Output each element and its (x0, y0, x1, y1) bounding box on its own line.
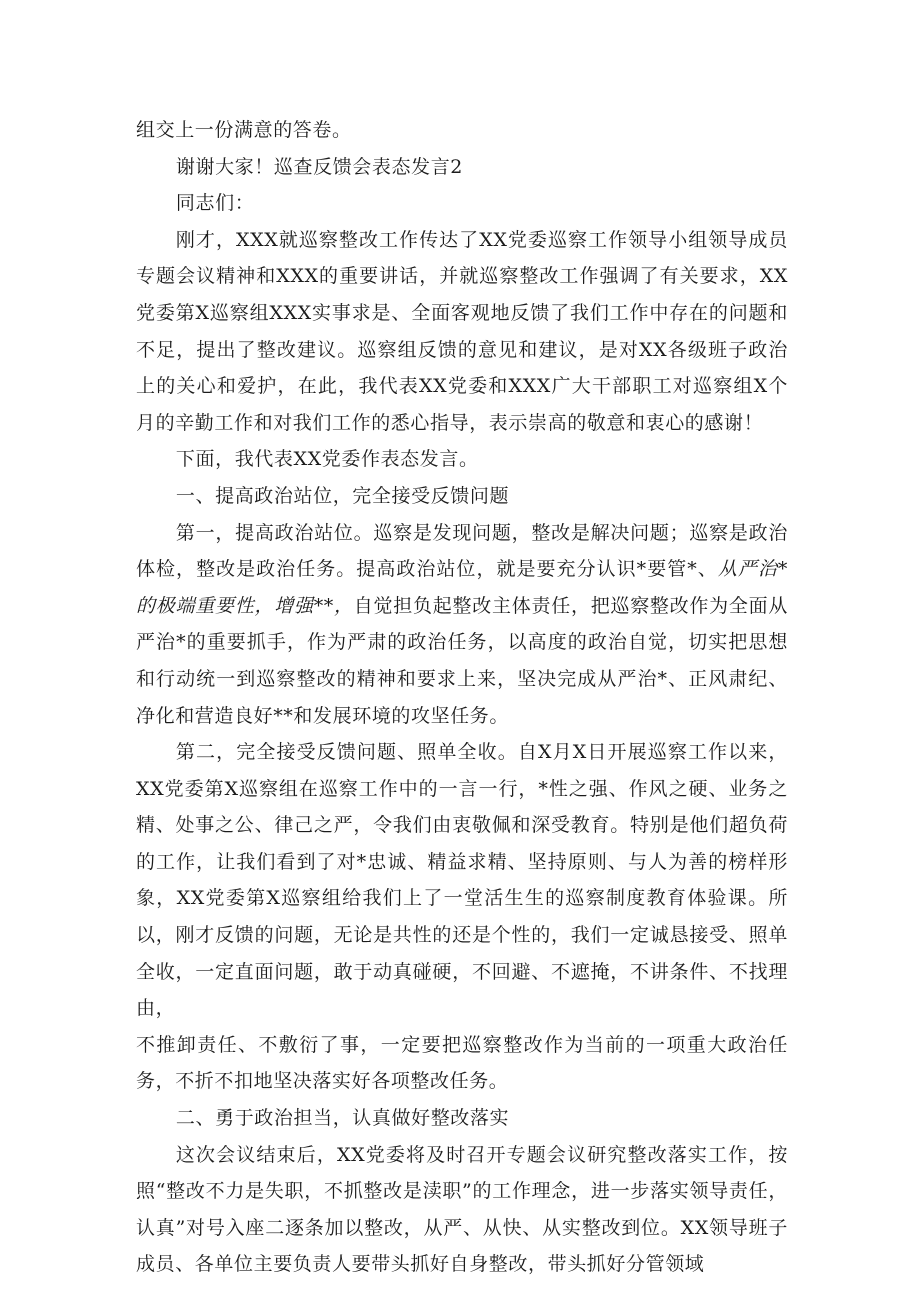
paragraph-second-point-continued: 不推卸责任、不敷衍了事，一定要把巡察整改作为当前的一项重大政治任务，不折不扣地坚决落实好各项整改任务。 (136, 1033, 788, 1093)
paragraph-thanks-and-heading: 谢谢大家！巡查反馈会表态发言2 (175, 155, 463, 178)
paragraph-closing-line: 组交上一份满意的答卷。 (136, 119, 352, 141)
section-heading-1: 一、提高政治站位，完全接受反馈问题 (175, 484, 510, 507)
first-point-text-a: 第一，提高政治站位。巡察是发现问题，整改是解决问题；巡察是政治体检，整改是政治任务。提高政治站位，就是要充分认识*要管*、 (136, 521, 788, 581)
paragraph-salutation: 同志们： (175, 192, 255, 215)
paragraph-second-point: 第二，完全接受反馈问题、照单全收。自X月X日开展巡察工作以来，XX党委第X巡察组在巡察工作中的一言一行，*性之强、作风之硬、业务之精、处事之公、律己之严，令我们由衷敬佩和深受教育。特别是他们超负荷的工作，让我们看到了对*忠诚、精益求精、坚持原则、与人为善的榜样形象，XX党委第X巡察组给我们上了一堂活生生的巡察制度教育体验课。所以，刚才反馈的问题，无论是共性的还是个性的，我们一定诚恳接受、照单全收，一定直面问题，敢于动真碰硬，不回避、不遮掩，不讲条件、不找理由， (136, 741, 788, 1020)
document-body (136, 112, 788, 1283)
section-heading-2: 二、勇于政治担当，认真做好整改落实 (175, 1107, 510, 1130)
first-point-text-c: 自觉担负起整改主体责任，把巡察整改作为全面从严治*的重要抓手，作为严肃的政治任务，以高度的政治自觉，切实把思想和行动统一到巡察整改的精神和要求上来，坚决完成从严治*、正风肃纪、净化和营造良好**和发展环境的攻坚任务。 (136, 594, 788, 727)
paragraph-first-point (136, 515, 788, 735)
paragraph-opening: 刚才，XXX就巡察整改工作传达了XX党委巡察工作领导小组领导成员专题会议精神和XXX的重要讲话，并就巡察整改工作强调了有关要求，XX党委第X巡察组XXX实事求是、全面客观地反馈了我们工作中存在的问题和不足，提出了整改建议。巡察组反馈的意见和建议，是对XX各级班子政治上的关心和爱护，在此，我代表XX党委和XXX广大干部职工对巡察组X个月的辛勤工作和对我们工作的悉心指导，表示崇高的敬意和衷心的感谢！ (136, 228, 788, 434)
paragraph-intro: 下面，我代表XX党委作表态发言。 (175, 448, 479, 471)
paragraph-rectification: 这次会议结束后，XX党委将及时召开专题会议研究整改落实工作，按照“整改不力是失职，不抓整改是渎职”的工作理念，进一步落实领导责任，认真”对号入座二逐条加以整改，从严、从快、从实整改到位。XX领导班子成员、各单位主要负责人要带头抓好自身整改，带头抓好分管领域 (136, 1143, 788, 1276)
first-point-text-italic: 从严治*的极端重要性，增强**， (136, 558, 788, 617)
